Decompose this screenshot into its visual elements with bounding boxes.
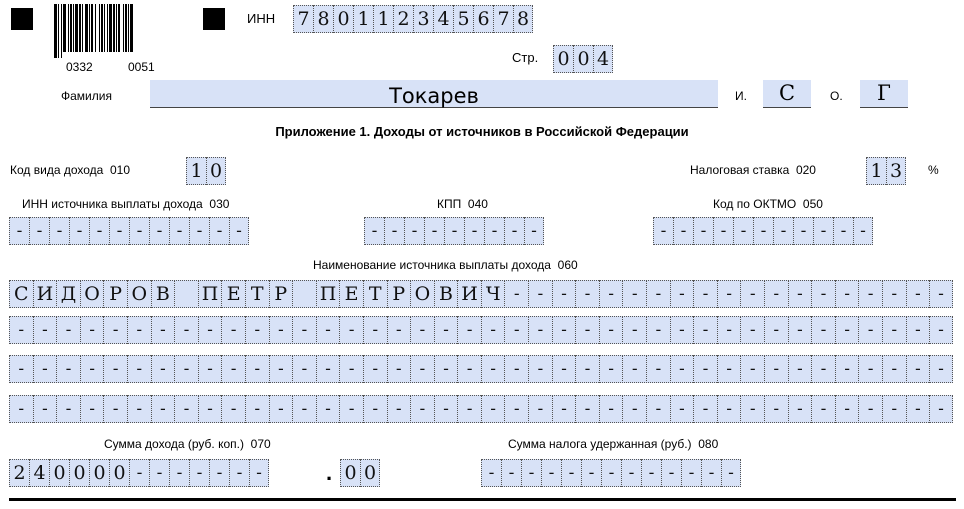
source-name-line-1[interactable]: [9, 280, 953, 308]
char-cell: -: [269, 355, 293, 383]
char-cell: -: [858, 355, 882, 383]
char-cell: -: [363, 355, 387, 383]
source-name-line-3[interactable]: [9, 355, 953, 383]
char-cell: 4: [593, 45, 613, 73]
char-cell: -: [858, 395, 882, 423]
char-cell: -: [906, 316, 930, 344]
source-name-number: 060: [557, 258, 578, 272]
tax-withheld-label: [508, 437, 718, 451]
char-cell: 1: [186, 157, 206, 185]
char-cell: -: [575, 316, 599, 344]
char-cell: -: [245, 395, 269, 423]
char-cell: -: [646, 280, 670, 308]
kpp-label: [437, 197, 488, 211]
page-number-cells[interactable]: [553, 45, 613, 73]
char-cell: Р: [269, 280, 293, 308]
char-cell: -: [541, 459, 561, 487]
char-cell: -: [174, 316, 198, 344]
char-cell: -: [80, 316, 104, 344]
char-cell: -: [457, 316, 481, 344]
surname-label: Фамилия: [61, 89, 112, 103]
char-cell: -: [464, 217, 484, 245]
char-cell: -: [410, 316, 434, 344]
registration-mark-right: [203, 8, 225, 30]
char-cell: О: [127, 280, 151, 308]
char-cell: -: [434, 395, 458, 423]
registration-mark-left: [11, 8, 33, 30]
char-cell: -: [575, 395, 599, 423]
char-cell: -: [773, 217, 793, 245]
char-cell: Р: [103, 280, 127, 308]
char-cell: -: [528, 395, 552, 423]
char-cell: -: [599, 280, 623, 308]
char-cell: -: [363, 395, 387, 423]
char-cell: -: [384, 217, 404, 245]
char-cell: Е: [221, 280, 245, 308]
char-cell: -: [292, 395, 316, 423]
char-cell: -: [174, 355, 198, 383]
char-cell: -: [198, 355, 222, 383]
char-cell: -: [882, 395, 906, 423]
char-cell: -: [528, 355, 552, 383]
char-cell: -: [481, 316, 505, 344]
char-cell: -: [906, 355, 930, 383]
char-cell: -: [80, 355, 104, 383]
char-cell: -: [858, 280, 882, 308]
char-cell: -: [906, 395, 930, 423]
char-cell: 0: [109, 459, 129, 487]
char-cell: -: [811, 395, 835, 423]
initial-o-label: О.: [830, 89, 843, 103]
char-cell: -: [622, 395, 646, 423]
char-cell: 8: [313, 5, 333, 33]
char-cell: 3: [413, 5, 433, 33]
char-cell: -: [129, 217, 149, 245]
oktmo-label: [713, 197, 823, 211]
char-cell: -: [501, 459, 521, 487]
char-cell: -: [198, 316, 222, 344]
char-cell: -: [521, 459, 541, 487]
char-cell: -: [599, 355, 623, 383]
char-cell: 1: [373, 5, 393, 33]
char-cell: -: [221, 395, 245, 423]
source-inn-number: 030: [209, 197, 230, 211]
char-cell: -: [33, 316, 57, 344]
char-cell: -: [641, 459, 661, 487]
char-cell: -: [701, 459, 721, 487]
char-cell: -: [174, 395, 198, 423]
char-cell: -: [9, 217, 29, 245]
char-cell: -: [929, 316, 953, 344]
bottom-rule: [9, 498, 956, 501]
source-inn-cells[interactable]: [9, 217, 249, 245]
char-cell: -: [661, 459, 681, 487]
char-cell: -: [740, 395, 764, 423]
char-cell: -: [740, 316, 764, 344]
tax-withheld-text: Сумма налога удержанная (руб.): [508, 437, 692, 451]
char-cell: -: [221, 316, 245, 344]
char-cell: -: [434, 355, 458, 383]
char-cell: 4: [433, 5, 453, 33]
char-cell: -: [528, 316, 552, 344]
char-cell: -: [764, 395, 788, 423]
kpp-text: КПП: [437, 197, 462, 211]
source-name-label: [313, 258, 578, 272]
char-cell: -: [151, 316, 175, 344]
char-cell: И: [457, 280, 481, 308]
char-cell: -: [9, 355, 33, 383]
char-cell: -: [740, 355, 764, 383]
char-cell: -: [245, 316, 269, 344]
char-cell: -: [316, 316, 340, 344]
char-cell: -: [575, 280, 599, 308]
char-cell: -: [764, 355, 788, 383]
char-cell: -: [753, 217, 773, 245]
char-cell: -: [693, 395, 717, 423]
char-cell: -: [811, 355, 835, 383]
char-cell: -: [481, 395, 505, 423]
char-cell: 1: [866, 157, 886, 185]
char-cell: -: [292, 355, 316, 383]
char-cell: -: [209, 459, 229, 487]
char-cell: П: [198, 280, 222, 308]
char-cell: -: [693, 316, 717, 344]
char-cell: -: [109, 217, 129, 245]
char-cell: 0: [49, 459, 69, 487]
char-cell: -: [151, 355, 175, 383]
char-cell: Т: [245, 280, 269, 308]
char-cell: -: [33, 395, 57, 423]
source-name-line-2[interactable]: [9, 316, 953, 344]
char-cell: -: [424, 217, 444, 245]
char-cell: 8: [513, 5, 533, 33]
char-cell: -: [103, 316, 127, 344]
char-cell: -: [404, 217, 424, 245]
char-cell: О: [410, 280, 434, 308]
char-cell: И: [33, 280, 57, 308]
char-cell: -: [189, 217, 209, 245]
char-cell: 1: [353, 5, 373, 33]
char-cell: -: [387, 316, 411, 344]
char-cell: -: [269, 316, 293, 344]
char-cell: -: [811, 280, 835, 308]
char-cell: 3: [886, 157, 906, 185]
char-cell: -: [673, 217, 693, 245]
char-cell: -: [339, 355, 363, 383]
char-cell: -: [693, 355, 717, 383]
char-cell: -: [833, 217, 853, 245]
char-cell: -: [788, 280, 812, 308]
char-cell: 0: [69, 459, 89, 487]
char-cell: -: [929, 280, 953, 308]
income-code-label: [10, 163, 130, 177]
char-cell: 0: [573, 45, 593, 73]
char-cell: 0: [333, 5, 353, 33]
char-cell: -: [292, 316, 316, 344]
char-cell: -: [484, 217, 504, 245]
char-cell: -: [129, 459, 149, 487]
char-cell: -: [504, 316, 528, 344]
barcode-number-2: 0051: [128, 60, 155, 74]
char-cell: -: [599, 395, 623, 423]
char-cell: -: [481, 459, 501, 487]
char-cell: -: [249, 459, 269, 487]
percent-sign: %: [928, 163, 939, 177]
char-cell: -: [693, 217, 713, 245]
char-cell: 5: [453, 5, 473, 33]
char-cell: -: [127, 316, 151, 344]
char-cell: -: [646, 355, 670, 383]
char-cell: -: [189, 459, 209, 487]
char-cell: -: [561, 459, 581, 487]
source-name-line-4[interactable]: [9, 395, 953, 423]
char-cell: -: [681, 459, 701, 487]
char-cell: -: [622, 280, 646, 308]
char-cell: -: [198, 395, 222, 423]
char-cell: -: [764, 280, 788, 308]
tax-rate-cells[interactable]: [866, 157, 906, 185]
char-cell: -: [693, 280, 717, 308]
char-cell: -: [209, 217, 229, 245]
char-cell: -: [89, 217, 109, 245]
char-cell: -: [29, 217, 49, 245]
char-cell: -: [49, 217, 69, 245]
char-cell: -: [151, 395, 175, 423]
char-cell: -: [581, 459, 601, 487]
char-cell: -: [717, 355, 741, 383]
char-cell: -: [601, 459, 621, 487]
oktmo-number: 050: [802, 197, 823, 211]
income-sum-text: Сумма дохода (руб. коп.): [104, 437, 244, 451]
decimal-point: .: [326, 460, 333, 485]
income-sum-label: [104, 437, 271, 451]
char-cell: -: [882, 316, 906, 344]
char-cell: -: [835, 280, 859, 308]
char-cell: -: [504, 395, 528, 423]
char-cell: -: [410, 395, 434, 423]
char-cell: -: [245, 355, 269, 383]
char-cell: -: [269, 395, 293, 423]
char-cell: -: [906, 280, 930, 308]
surname-value: Токарев: [389, 84, 479, 108]
char-cell: -: [56, 316, 80, 344]
char-cell: -: [670, 355, 694, 383]
income-code-cells[interactable]: [186, 157, 226, 185]
char-cell: 0: [89, 459, 109, 487]
tax-rate-text: Налоговая ставка: [690, 163, 790, 177]
char-cell: -: [793, 217, 813, 245]
page-title: Приложение 1. Доходы от источников в Российской Федерации: [275, 124, 689, 139]
char-cell: -: [457, 355, 481, 383]
barcode-number-1: 0332: [66, 60, 93, 74]
inn-cells[interactable]: [293, 5, 533, 33]
char-cell: Е: [339, 280, 363, 308]
tax-rate-number: 020: [795, 163, 816, 177]
char-cell: -: [552, 316, 576, 344]
char-cell: -: [882, 280, 906, 308]
char-cell: -: [316, 355, 340, 383]
char-cell: -: [410, 355, 434, 383]
char-cell: -: [721, 459, 741, 487]
tax-withheld-cells[interactable]: [481, 459, 741, 487]
source-inn-label: [22, 197, 229, 211]
char-cell: -: [552, 355, 576, 383]
char-cell: -: [599, 316, 623, 344]
char-cell: -: [127, 355, 151, 383]
tax-rate-label: [690, 163, 816, 177]
char-cell: -: [717, 280, 741, 308]
char-cell: -: [858, 316, 882, 344]
char-cell: -: [229, 217, 249, 245]
source-name-text: Наименование источника выплаты дохода: [313, 258, 551, 272]
char-cell: -: [670, 280, 694, 308]
char-cell: -: [504, 217, 524, 245]
char-cell: -: [646, 395, 670, 423]
char-cell: -: [670, 395, 694, 423]
income-sum-rubles-cells[interactable]: [9, 459, 269, 487]
char-cell: -: [835, 316, 859, 344]
char-cell: -: [169, 217, 189, 245]
char-cell: 6: [473, 5, 493, 33]
char-cell: -: [481, 355, 505, 383]
initial-o-value: Г: [877, 81, 891, 105]
char-cell: -: [733, 217, 753, 245]
char-cell: -: [929, 355, 953, 383]
income-code-number: 010: [110, 163, 131, 177]
char-cell: -: [788, 316, 812, 344]
char-cell: 0: [206, 157, 226, 185]
char-cell: [292, 280, 316, 308]
initial-i-label: И.: [735, 89, 747, 103]
char-cell: 4: [29, 459, 49, 487]
char-cell: В: [434, 280, 458, 308]
char-cell: -: [387, 355, 411, 383]
char-cell: -: [149, 459, 169, 487]
char-cell: -: [149, 217, 169, 245]
char-cell: -: [882, 355, 906, 383]
char-cell: -: [69, 217, 89, 245]
char-cell: -: [363, 316, 387, 344]
income-code-text: Код вида дохода: [10, 163, 104, 177]
char-cell: -: [621, 459, 641, 487]
char-cell: В: [151, 280, 175, 308]
barcode-image: [52, 4, 184, 60]
char-cell: 7: [293, 5, 313, 33]
char-cell: -: [552, 395, 576, 423]
char-cell: -: [622, 316, 646, 344]
char-cell: -: [9, 316, 33, 344]
oktmo-cells[interactable]: [653, 217, 873, 245]
char-cell: -: [103, 355, 127, 383]
char-cell: -: [552, 280, 576, 308]
char-cell: -: [717, 316, 741, 344]
char-cell: -: [221, 355, 245, 383]
char-cell: 0: [340, 459, 360, 487]
char-cell: -: [811, 316, 835, 344]
char-cell: О: [80, 280, 104, 308]
char-cell: -: [339, 395, 363, 423]
char-cell: -: [717, 395, 741, 423]
char-cell: -: [853, 217, 873, 245]
char-cell: -: [764, 316, 788, 344]
char-cell: -: [524, 217, 544, 245]
tax-withheld-number: 080: [698, 437, 719, 451]
char-cell: -: [835, 395, 859, 423]
char-cell: 2: [393, 5, 413, 33]
source-inn-text: ИНН источника выплаты дохода: [22, 197, 203, 211]
income-sum-kopecks-cells[interactable]: [340, 459, 380, 487]
char-cell: Т: [363, 280, 387, 308]
char-cell: -: [788, 355, 812, 383]
char-cell: -: [457, 395, 481, 423]
page-label: Стр.: [512, 50, 539, 65]
income-sum-number: 070: [250, 437, 271, 451]
char-cell: -: [80, 395, 104, 423]
char-cell: -: [9, 395, 33, 423]
char-cell: -: [339, 316, 363, 344]
char-cell: -: [653, 217, 673, 245]
char-cell: -: [434, 316, 458, 344]
char-cell: -: [670, 316, 694, 344]
char-cell: -: [504, 355, 528, 383]
char-cell: -: [835, 355, 859, 383]
char-cell: П: [316, 280, 340, 308]
char-cell: -: [127, 395, 151, 423]
char-cell: -: [364, 217, 384, 245]
char-cell: -: [929, 395, 953, 423]
char-cell: 0: [553, 45, 573, 73]
char-cell: 7: [493, 5, 513, 33]
char-cell: -: [56, 395, 80, 423]
char-cell: -: [33, 355, 57, 383]
char-cell: -: [622, 355, 646, 383]
char-cell: -: [504, 280, 528, 308]
char-cell: -: [575, 355, 599, 383]
char-cell: -: [646, 316, 670, 344]
char-cell: -: [387, 395, 411, 423]
char-cell: Р: [387, 280, 411, 308]
char-cell: Ч: [481, 280, 505, 308]
kpp-cells[interactable]: [364, 217, 544, 245]
char-cell: 2: [9, 459, 29, 487]
char-cell: -: [528, 280, 552, 308]
char-cell: -: [56, 355, 80, 383]
oktmo-text: Код по ОКТМО: [713, 197, 797, 211]
initial-i-value: С: [778, 81, 796, 105]
char-cell: -: [788, 395, 812, 423]
char-cell: -: [316, 395, 340, 423]
char-cell: 0: [360, 459, 380, 487]
char-cell: -: [103, 395, 127, 423]
inn-label: ИНН: [247, 11, 276, 26]
kpp-number: 040: [467, 197, 488, 211]
char-cell: -: [444, 217, 464, 245]
char-cell: -: [713, 217, 733, 245]
char-cell: -: [813, 217, 833, 245]
char-cell: -: [169, 459, 189, 487]
char-cell: -: [740, 280, 764, 308]
char-cell: -: [229, 459, 249, 487]
char-cell: Д: [56, 280, 80, 308]
char-cell: [174, 280, 198, 308]
char-cell: С: [9, 280, 33, 308]
